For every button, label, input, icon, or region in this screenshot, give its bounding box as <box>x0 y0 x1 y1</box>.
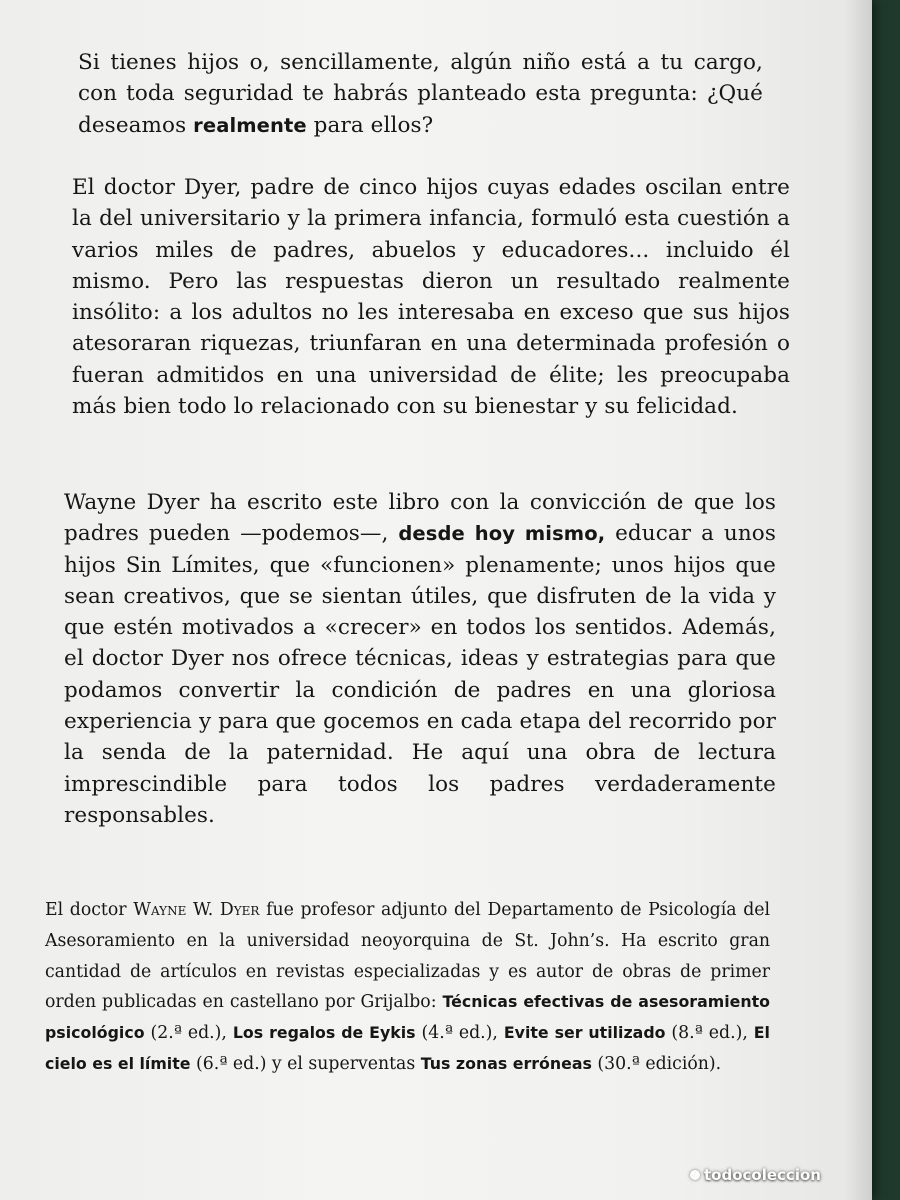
blurb-p3-text-2: educar a unos hijos Sin Límites, que «funcionen» plenamente; unos hijos que sean creativos, que se sientan útiles, que disfruten de la vida y que estén motivados a «crecer» en todos los sentidos. Además, el doctor Dyer nos ofrece técnicas, ideas y estrategias para que podamos convertir la condición de padres en una gloriosa experiencia y para que gocemos en cada etapa del recorrido por la senda de la paternidad. He aquí una obra de lectura imprescindible para todos los padres verdaderamente responsables. <box>64 521 776 828</box>
author-name: Wayne W. Dyer <box>133 900 260 920</box>
author-bio-text-1: El doctor <box>45 900 134 920</box>
blurb-paragraph-2 <box>72 172 790 422</box>
blurb-p3-text-1: Wayne Dyer ha escrito este libro con la convicción de que los padres pueden —podemos—, <box>64 490 776 547</box>
blurb-p3-bold-phrase: desde hoy mismo, <box>398 522 606 546</box>
book-title-3: Evite ser utilizado <box>503 1023 666 1043</box>
blurb-paragraph-1 <box>78 47 763 141</box>
watermark <box>690 1166 821 1184</box>
blurb-p2-text: El doctor Dyer, padre de cinco hijos cuyas edades oscilan entre la del universitario y la primera infancia, formuló esta cuestión a varios miles de padres, abuelos y educadores... incluido él mismo. Pero las respuestas dieron un resultado realmente insólito: a los adultos no les interesaba en exceso que sus hijos atesoraran riquezas, triunfaran en una determinada profesión o fueran admitidos en una universidad de élite; les preocupaba más bien todo lo relacionado con su bienestar y su felicidad. <box>72 175 790 420</box>
book-title-4: El cielo es el límite <box>45 1023 770 1073</box>
book-title-1: Técnicas efectivas de asesoramiento psicológico <box>45 992 770 1043</box>
book-edition-1: (2.ª ed.), <box>144 1023 233 1044</box>
book-edition-2: (4.ª ed.), <box>415 1023 504 1044</box>
page-edge-shadow <box>845 0 872 1200</box>
book-edition-3: (8.ª ed.), <box>665 1023 754 1044</box>
book-edition-5: (30.ª edición). <box>591 1053 722 1074</box>
blurb-p1-text-2: para ellos? <box>306 112 434 138</box>
blurb-p1-text-1: Si tienes hijos o, sencillamente, algún niño está a tu cargo, con toda seguridad te habrás planteado esta pregunta: ¿Qué deseamos <box>78 50 763 138</box>
book-title-2: Los regalos de Eykis <box>232 1023 416 1043</box>
author-bio-text-2: fue profesor adjunto del Departamento de Psicología del Asesoramiento en la universidad neoyorquina de St. John’s. Ha escrito gran cantidad de artículos en revistas especializadas y es autor de obras de primer orden publicadas en castellano por Grijalbo: <box>45 900 771 1013</box>
book-title-5: Tus zonas erróneas <box>420 1053 592 1073</box>
watermark-text: todocoleccion <box>704 1166 821 1184</box>
author-bio <box>45 895 770 1080</box>
book-edition-4: (6.ª ed.) y el superventas <box>190 1053 421 1074</box>
blurb-p1-bold-word: realmente <box>193 113 307 137</box>
watermark-dot-icon <box>690 1170 700 1180</box>
blurb-paragraph-3 <box>64 487 776 831</box>
